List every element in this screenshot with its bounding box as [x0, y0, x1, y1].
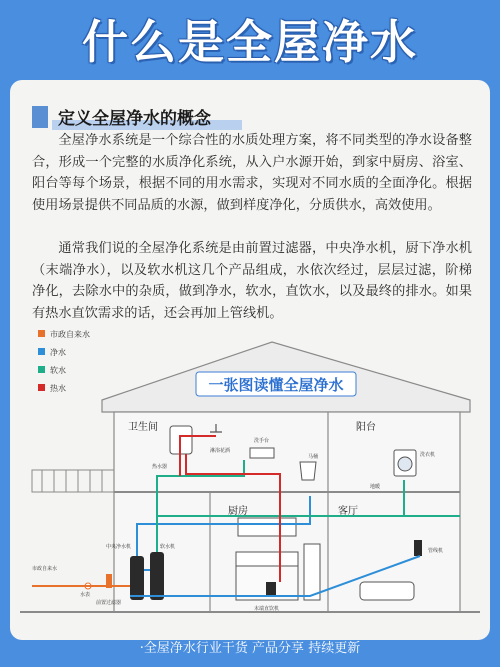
legend-swatch-hot [38, 384, 45, 391]
heading-accent-bar [32, 106, 48, 128]
sofa [360, 582, 414, 600]
shower-label: 淋浴花洒 [210, 448, 231, 454]
section-heading-text: 定义全屋净水的概念 [58, 109, 211, 129]
softener [150, 552, 164, 600]
meter-label: 水表 [80, 592, 91, 598]
wash-basin [250, 448, 274, 458]
diagram-banner: 一张图读懂全屋净水 [208, 376, 344, 394]
page-title: 什么是全屋净水 [82, 15, 418, 69]
washer-door [398, 457, 412, 471]
definition-paragraph-1: 全屋净水系统是一个综合性的水质处理方案，将不同类型的净水设备整合，形成一个完整的水质净化系统，从入户水源开始，到家中厨房、浴室、阳台等每个场景，根据不同的用水需求，实现对不同水质的全面净化。根据使用场景提供不同品质的水源，做到样度净化，分质供水，高效使用。 [32, 133, 472, 213]
fridge [304, 544, 320, 600]
legend-label-soft: 软水 [50, 366, 66, 375]
legend-label-pure: 净水 [50, 348, 66, 357]
legend-swatch-pure [38, 348, 45, 355]
toilet-label: 马桶 [308, 454, 319, 460]
central-purifier [130, 556, 144, 600]
content-card [10, 80, 490, 640]
room-label-balcony: 阳台 [356, 422, 376, 433]
under-sink-purifier [266, 582, 276, 596]
toilet [300, 462, 316, 480]
basin-label: 洗手台 [254, 438, 270, 444]
room-label-bathroom: 卫生间 [128, 422, 158, 433]
legend-swatch-city [38, 330, 45, 337]
definition-paragraph-2: 通常我们说的全屋净化系统是由前置过滤器，中央净水机，厨下净水机（末端净水），以及软水机这几个产品组成，水依次经过，层层过滤，阶梯净化，去除水中的杂质，做到净水，软水，直饮水，以及最终的排水。如果有热水直饮需求的话，还会再加上管线机。 [32, 241, 472, 321]
whole-house-diagram [10, 320, 490, 640]
city-water-label: 市政自来水 [32, 566, 58, 572]
pipeline-dispenser [414, 540, 422, 556]
room-label-living: 客厅 [338, 506, 358, 517]
legend-label-city: 市政自来水 [50, 330, 90, 339]
kitchen-counter [236, 552, 298, 566]
under-sink-label: 末端直饮机 [254, 606, 280, 612]
central-purifier-label: 中央净水机 [106, 544, 132, 550]
floor-heat-label: 地暖 [370, 484, 381, 490]
washer-label: 洗衣机 [420, 452, 436, 458]
pipeline-label: 管线机 [428, 548, 444, 554]
legend [38, 329, 90, 393]
legend-swatch-soft [38, 366, 45, 373]
footer-caption: ·全屋净水行业干货 产品分享 持续更新 [139, 641, 361, 656]
legend-label-hot: 热水 [50, 384, 66, 393]
softener-label: 软水机 [160, 544, 176, 550]
water-heater-label: 热水器 [152, 464, 168, 470]
upper-cabinet [238, 518, 296, 536]
room-label-kitchen: 厨房 [228, 506, 248, 517]
pre-filter-label: 前置过滤器 [96, 600, 122, 606]
